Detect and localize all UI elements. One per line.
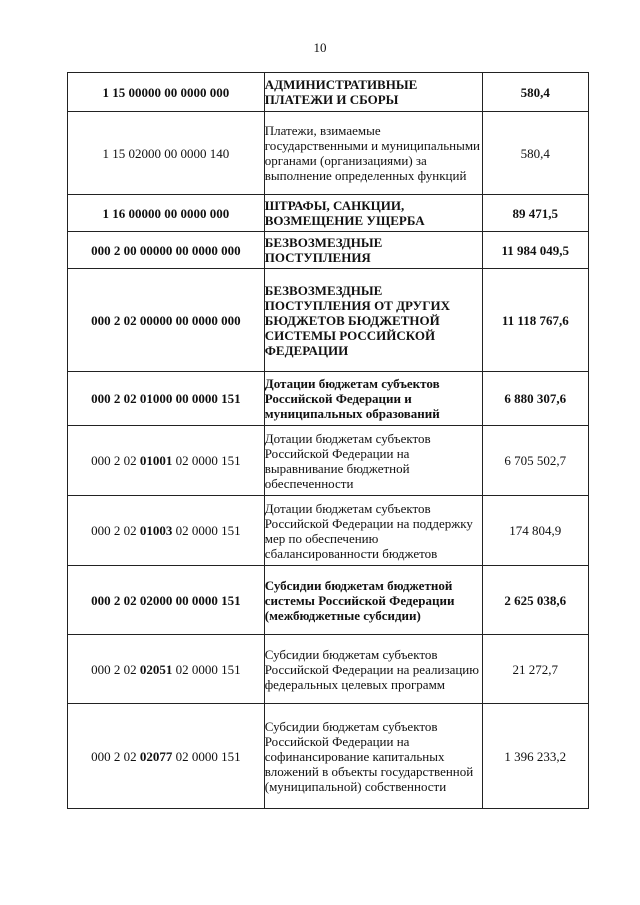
budget-code-cell: 000 2 02 01000 00 0000 151 xyxy=(68,372,265,426)
revenue-name-cell: БЕЗВОЗМЕЗДНЫЕ ПОСТУПЛЕНИЯ xyxy=(264,232,482,269)
budget-code-cell: 000 2 02 02077 02 0000 151 xyxy=(68,704,265,809)
table-row xyxy=(68,566,589,635)
revenue-name-cell: Дотации бюджетам субъектов Российской Федерации и муниципальных образований xyxy=(264,372,482,426)
amount-cell: 21 272,7 xyxy=(482,635,588,704)
budget-revenue-table xyxy=(67,72,589,809)
revenue-name-cell: Субсидии бюджетам субъектов Российской Федерации на софинансирование капитальных вложений в объекты государственной (муниципальной) собственности xyxy=(264,704,482,809)
amount-cell: 1 396 233,2 xyxy=(482,704,588,809)
budget-code-cell: 000 2 02 02051 02 0000 151 xyxy=(68,635,265,704)
revenue-name-cell: БЕЗВОЗМЕЗДНЫЕ ПОСТУПЛЕНИЯ ОТ ДРУГИХ БЮДЖЕТОВ БЮДЖЕТНОЙ СИСТЕМЫ РОССИЙСКОЙ ФЕДЕРАЦИИ xyxy=(264,269,482,372)
amount-cell: 11 118 767,6 xyxy=(482,269,588,372)
amount-cell: 580,4 xyxy=(482,73,588,112)
page-number: 10 xyxy=(313,40,327,55)
revenue-name-cell: Платежи, взимаемые государственными и муниципальными органами (организациями) за выполнение определенных функций xyxy=(264,112,482,195)
budget-code-cell: 000 2 02 00000 00 0000 000 xyxy=(68,269,265,372)
table-row xyxy=(68,232,589,269)
amount-cell: 580,4 xyxy=(482,112,588,195)
revenue-name-cell: ШТРАФЫ, САНКЦИИ, ВОЗМЕЩЕНИЕ УЩЕРБА xyxy=(264,195,482,232)
budget-code-cell: 000 2 02 01003 02 0000 151 xyxy=(68,496,265,566)
table-row xyxy=(68,635,589,704)
budget-code-cell: 000 2 02 01001 02 0000 151 xyxy=(68,426,265,496)
revenue-name-cell: Дотации бюджетам субъектов Российской Федерации на поддержку мер по обеспечению сбалансированности бюджетов xyxy=(264,496,482,566)
budget-code-cell: 000 2 02 02000 00 0000 151 xyxy=(68,566,265,635)
table-row xyxy=(68,73,589,112)
table-row xyxy=(68,195,589,232)
revenue-name-cell: Субсидии бюджетам бюджетной системы Российской Федерации (межбюджетные субсидии) xyxy=(264,566,482,635)
amount-cell: 6 705 502,7 xyxy=(482,426,588,496)
table-row xyxy=(68,496,589,566)
table-row xyxy=(68,372,589,426)
budget-code-cell: 1 16 00000 00 0000 000 xyxy=(68,195,265,232)
amount-cell: 174 804,9 xyxy=(482,496,588,566)
amount-cell: 11 984 049,5 xyxy=(482,232,588,269)
budget-code-cell: 1 15 00000 00 0000 000 xyxy=(68,73,265,112)
amount-cell: 89 471,5 xyxy=(482,195,588,232)
amount-cell: 6 880 307,6 xyxy=(482,372,588,426)
budget-code-cell: 000 2 00 00000 00 0000 000 xyxy=(68,232,265,269)
revenue-name-cell: Дотации бюджетам субъектов Российской Федерации на выравнивание бюджетной обеспеченности xyxy=(264,426,482,496)
budget-code-cell: 1 15 02000 00 0000 140 xyxy=(68,112,265,195)
revenue-name-cell: Субсидии бюджетам субъектов Российской Федерации на реализацию федеральных целевых программ xyxy=(264,635,482,704)
table-row xyxy=(68,704,589,809)
table-row xyxy=(68,112,589,195)
revenue-name-cell: АДМИНИСТРАТИВНЫЕ ПЛАТЕЖИ И СБОРЫ xyxy=(264,73,482,112)
table-row xyxy=(68,269,589,372)
amount-cell: 2 625 038,6 xyxy=(482,566,588,635)
table-row xyxy=(68,426,589,496)
